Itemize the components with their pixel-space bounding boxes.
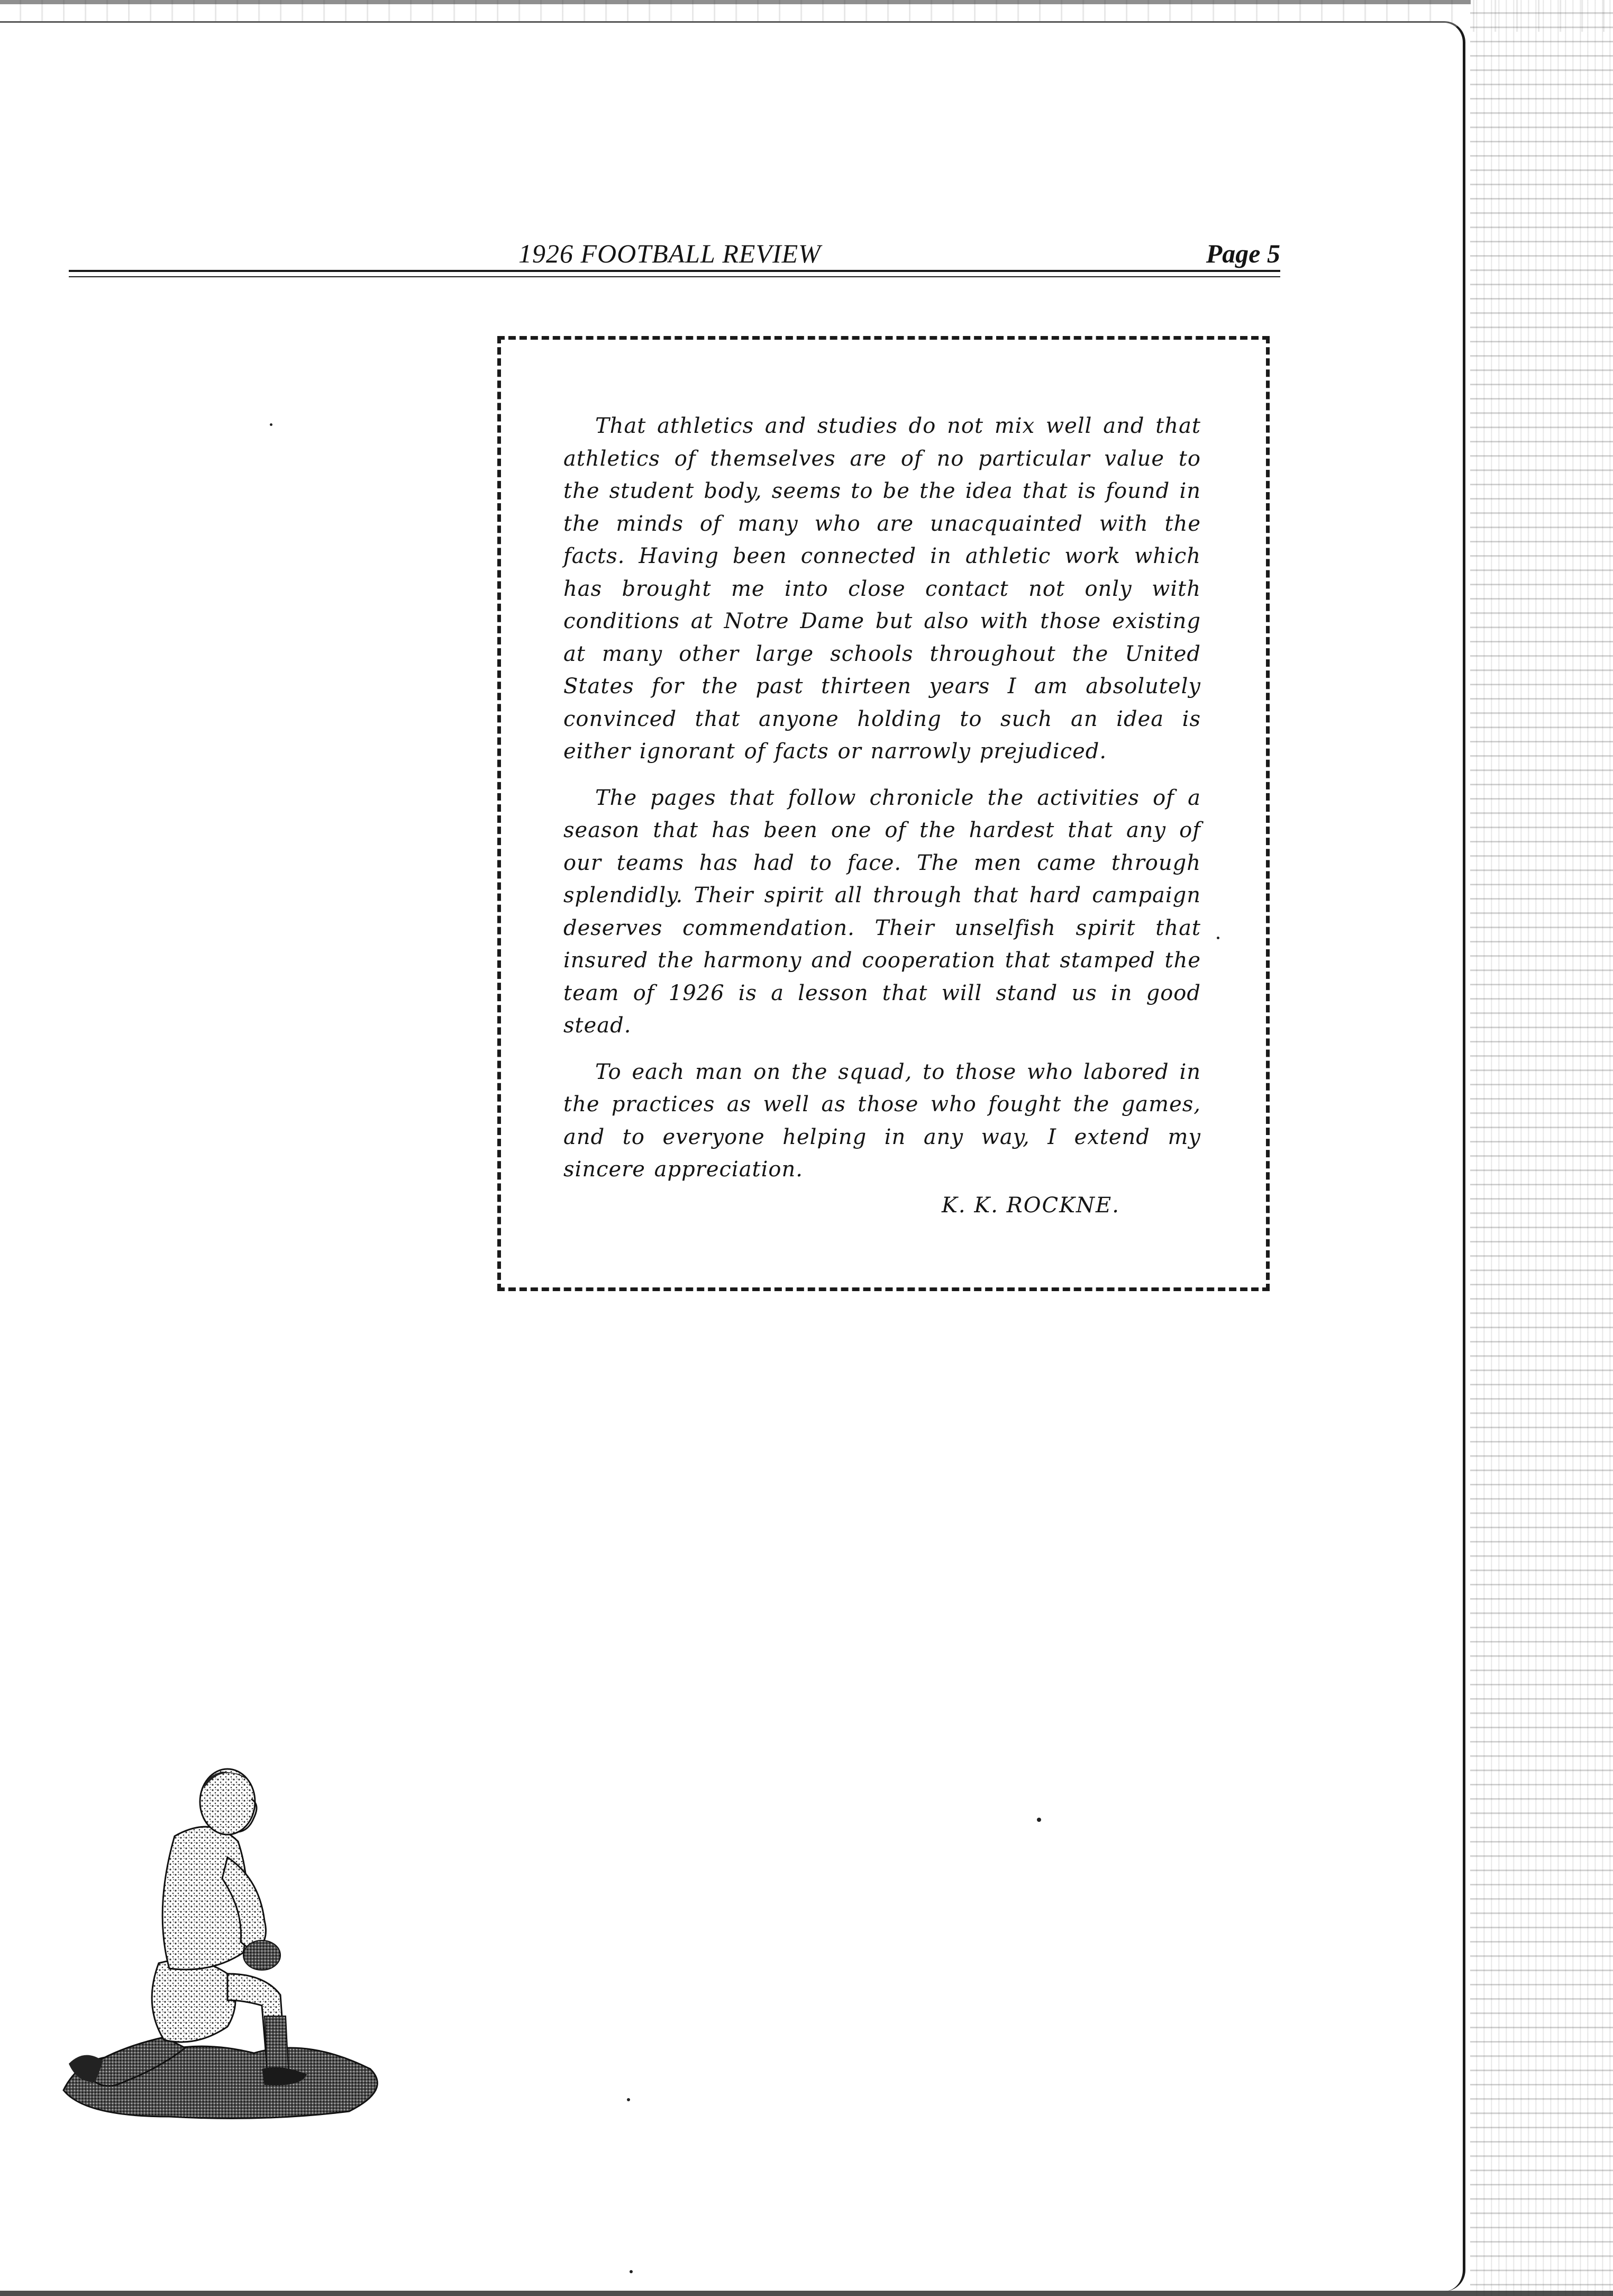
scan-speck	[630, 2270, 633, 2273]
running-title: 1926 FOOTBALL REVIEW	[518, 239, 821, 268]
header-rule-thin	[69, 276, 1280, 277]
letter-signature: K. K. ROCKNE.	[942, 1193, 1120, 1218]
letter-paragraph-1: That athletics and studies do not mix well and that athletics of themselves are of no particular value to the student body, seems to be the idea that is found in the minds of many who are unacquainted with the facts. Having been connected in athletic work which has brought me into close contact not only with conditions at Notre Dame but also with those existing at many other large schools throughout the United States for the past thirteen years I am absolutely convinced that anyone holding to such an idea is either ignorant of facts or narrowly prejudiced.	[563, 414, 1201, 764]
scan-speck	[1217, 937, 1219, 939]
page-number: Page 5	[1206, 239, 1280, 268]
scan-edge-bottom	[0, 2291, 1613, 2296]
letter-paragraph-2: The pages that follow chronicle the activities of a season that has been one of the hardest that any of our teams has had to face. The men came through splendidly. Their spirit all through that hard campaign deserves commendation. Their unselfish spirit that insured the harmony and cooperation that stamped the team of 1926 is a lesson that will stand us in good stead.	[563, 785, 1201, 1038]
scan-speck	[627, 2098, 630, 2101]
scan-speck	[1037, 1818, 1041, 1822]
kneeling-football-player-icon	[53, 1752, 391, 2122]
letter-paragraph-3: To each man on the squad, to those who labored in the practices as well as those who fought the games, and to everyone helping in any way, I extend my sincere appreciation.	[563, 1059, 1201, 1182]
page-header	[69, 238, 1280, 270]
letter-body	[563, 410, 1201, 1200]
header-rule	[69, 270, 1280, 272]
scan-edge-line	[0, 0, 1471, 4]
scan-edge-right	[1470, 0, 1613, 2296]
scan-speck	[270, 423, 272, 426]
